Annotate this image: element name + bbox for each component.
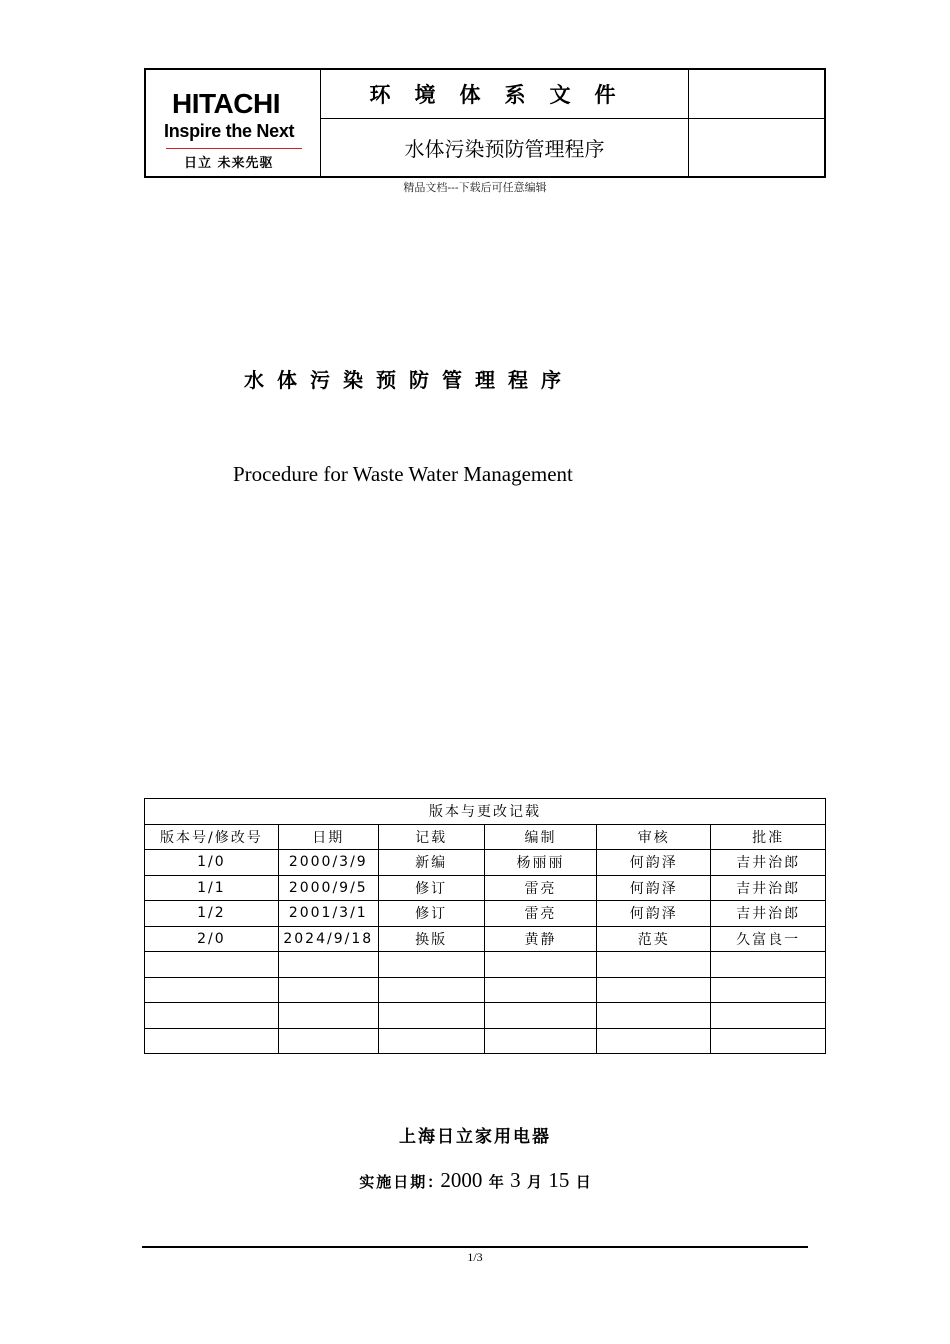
watermark-text: 精品文档---下载后可任意编辑: [403, 181, 547, 194]
month-unit: 月: [526, 1173, 542, 1191]
table-cell: [278, 1003, 378, 1029]
table-cell: 新编: [378, 850, 484, 876]
table-caption: 版本与更改记载: [145, 799, 826, 825]
table-cell: [145, 1003, 279, 1029]
table-cell: 2000/9/5: [278, 875, 378, 901]
logo-tagline: Inspire the Next: [164, 121, 295, 141]
table-cell: 修订: [378, 901, 484, 927]
table-cell: [145, 952, 279, 978]
table-cell: [378, 977, 484, 1003]
column-header: 版本号/修改号: [145, 824, 279, 850]
table-row: [145, 1028, 826, 1054]
hitachi-logo: HITACHI: [172, 88, 280, 119]
table-cell: [711, 1028, 826, 1054]
table-cell: [378, 1028, 484, 1054]
table-cell: [597, 977, 711, 1003]
table-cell: 范英: [597, 926, 711, 952]
table-row: [145, 1003, 826, 1029]
table-row: [145, 926, 826, 952]
table-cell: [378, 1003, 484, 1029]
table-cell: [378, 952, 484, 978]
table-header-row: [145, 824, 826, 850]
table-row: [145, 850, 826, 876]
table-row: [145, 977, 826, 1003]
table-cell: 吉井治郎: [711, 875, 826, 901]
table-cell: 2001/3/1: [278, 901, 378, 927]
table-cell: 换版: [378, 926, 484, 952]
footer-divider: [142, 1246, 808, 1248]
table-cell: 久富良一: [711, 926, 826, 952]
table-cell: 何韵泽: [597, 875, 711, 901]
table-cell: [145, 977, 279, 1003]
table-cell: [145, 1028, 279, 1054]
effective-date-label: 实施日期: [359, 1173, 428, 1191]
header-blank-bottom: [689, 119, 824, 176]
table-cell: 何韵泽: [597, 850, 711, 876]
effective-month: 3: [510, 1168, 521, 1192]
page-number: 1/3: [467, 1250, 483, 1264]
table-row: [145, 901, 826, 927]
column-header: 记载: [378, 824, 484, 850]
version-history-table: [144, 798, 826, 1054]
table-cell: 2000/3/9: [278, 850, 378, 876]
table-cell: 修订: [378, 875, 484, 901]
table-cell: [711, 977, 826, 1003]
company-name: 上海日立家用电器: [399, 1127, 551, 1147]
year-unit: 年: [488, 1173, 504, 1191]
document-category: 环境体系文件: [321, 70, 689, 119]
column-header: 编制: [484, 824, 597, 850]
table-cell: [484, 1003, 597, 1029]
logo-chinese: 日立 未来先驱: [184, 156, 274, 171]
table-row: [145, 952, 826, 978]
table-cell: [597, 1028, 711, 1054]
effective-date-separator: :: [427, 1168, 435, 1192]
table-cell: [278, 977, 378, 1003]
table-cell: 2024/9/18: [278, 926, 378, 952]
table-cell: 1/1: [145, 875, 279, 901]
table-caption-row: [145, 799, 826, 825]
column-header: 批准: [711, 824, 826, 850]
table-cell: [597, 1003, 711, 1029]
effective-year: 2000: [440, 1168, 483, 1192]
column-header: 日期: [278, 824, 378, 850]
header-blank-top: [689, 70, 824, 119]
effective-date: [0, 1168, 950, 1193]
table-cell: [278, 952, 378, 978]
table-cell: 2/0: [145, 926, 279, 952]
table-cell: 黄静: [484, 926, 597, 952]
table-cell: [278, 1028, 378, 1054]
table-cell: 1/2: [145, 901, 279, 927]
table-cell: 杨丽丽: [484, 850, 597, 876]
table-cell: [484, 952, 597, 978]
table-cell: 雷亮: [484, 875, 597, 901]
logo-cell: [146, 70, 321, 176]
table-cell: 吉井治郎: [711, 901, 826, 927]
table-cell: 何韵泽: [597, 901, 711, 927]
header-table: [144, 68, 826, 178]
table-cell: 雷亮: [484, 901, 597, 927]
table-cell: [484, 977, 597, 1003]
table-cell: [597, 952, 711, 978]
effective-day: 15: [548, 1168, 570, 1192]
document-title-header: 水体污染预防管理程序: [321, 119, 689, 176]
table-cell: [711, 952, 826, 978]
table-cell: [484, 1028, 597, 1054]
table-cell: 1/0: [145, 850, 279, 876]
logo-rule: [166, 148, 302, 149]
table-cell: 吉井治郎: [711, 850, 826, 876]
table-cell: [711, 1003, 826, 1029]
page-title-chinese: 水体污染预防管理程序: [244, 368, 574, 392]
table-row: [145, 875, 826, 901]
column-header: 审核: [597, 824, 711, 850]
page-title-english: Procedure for Waste Water Management: [233, 462, 573, 486]
day-unit: 日: [575, 1173, 591, 1191]
